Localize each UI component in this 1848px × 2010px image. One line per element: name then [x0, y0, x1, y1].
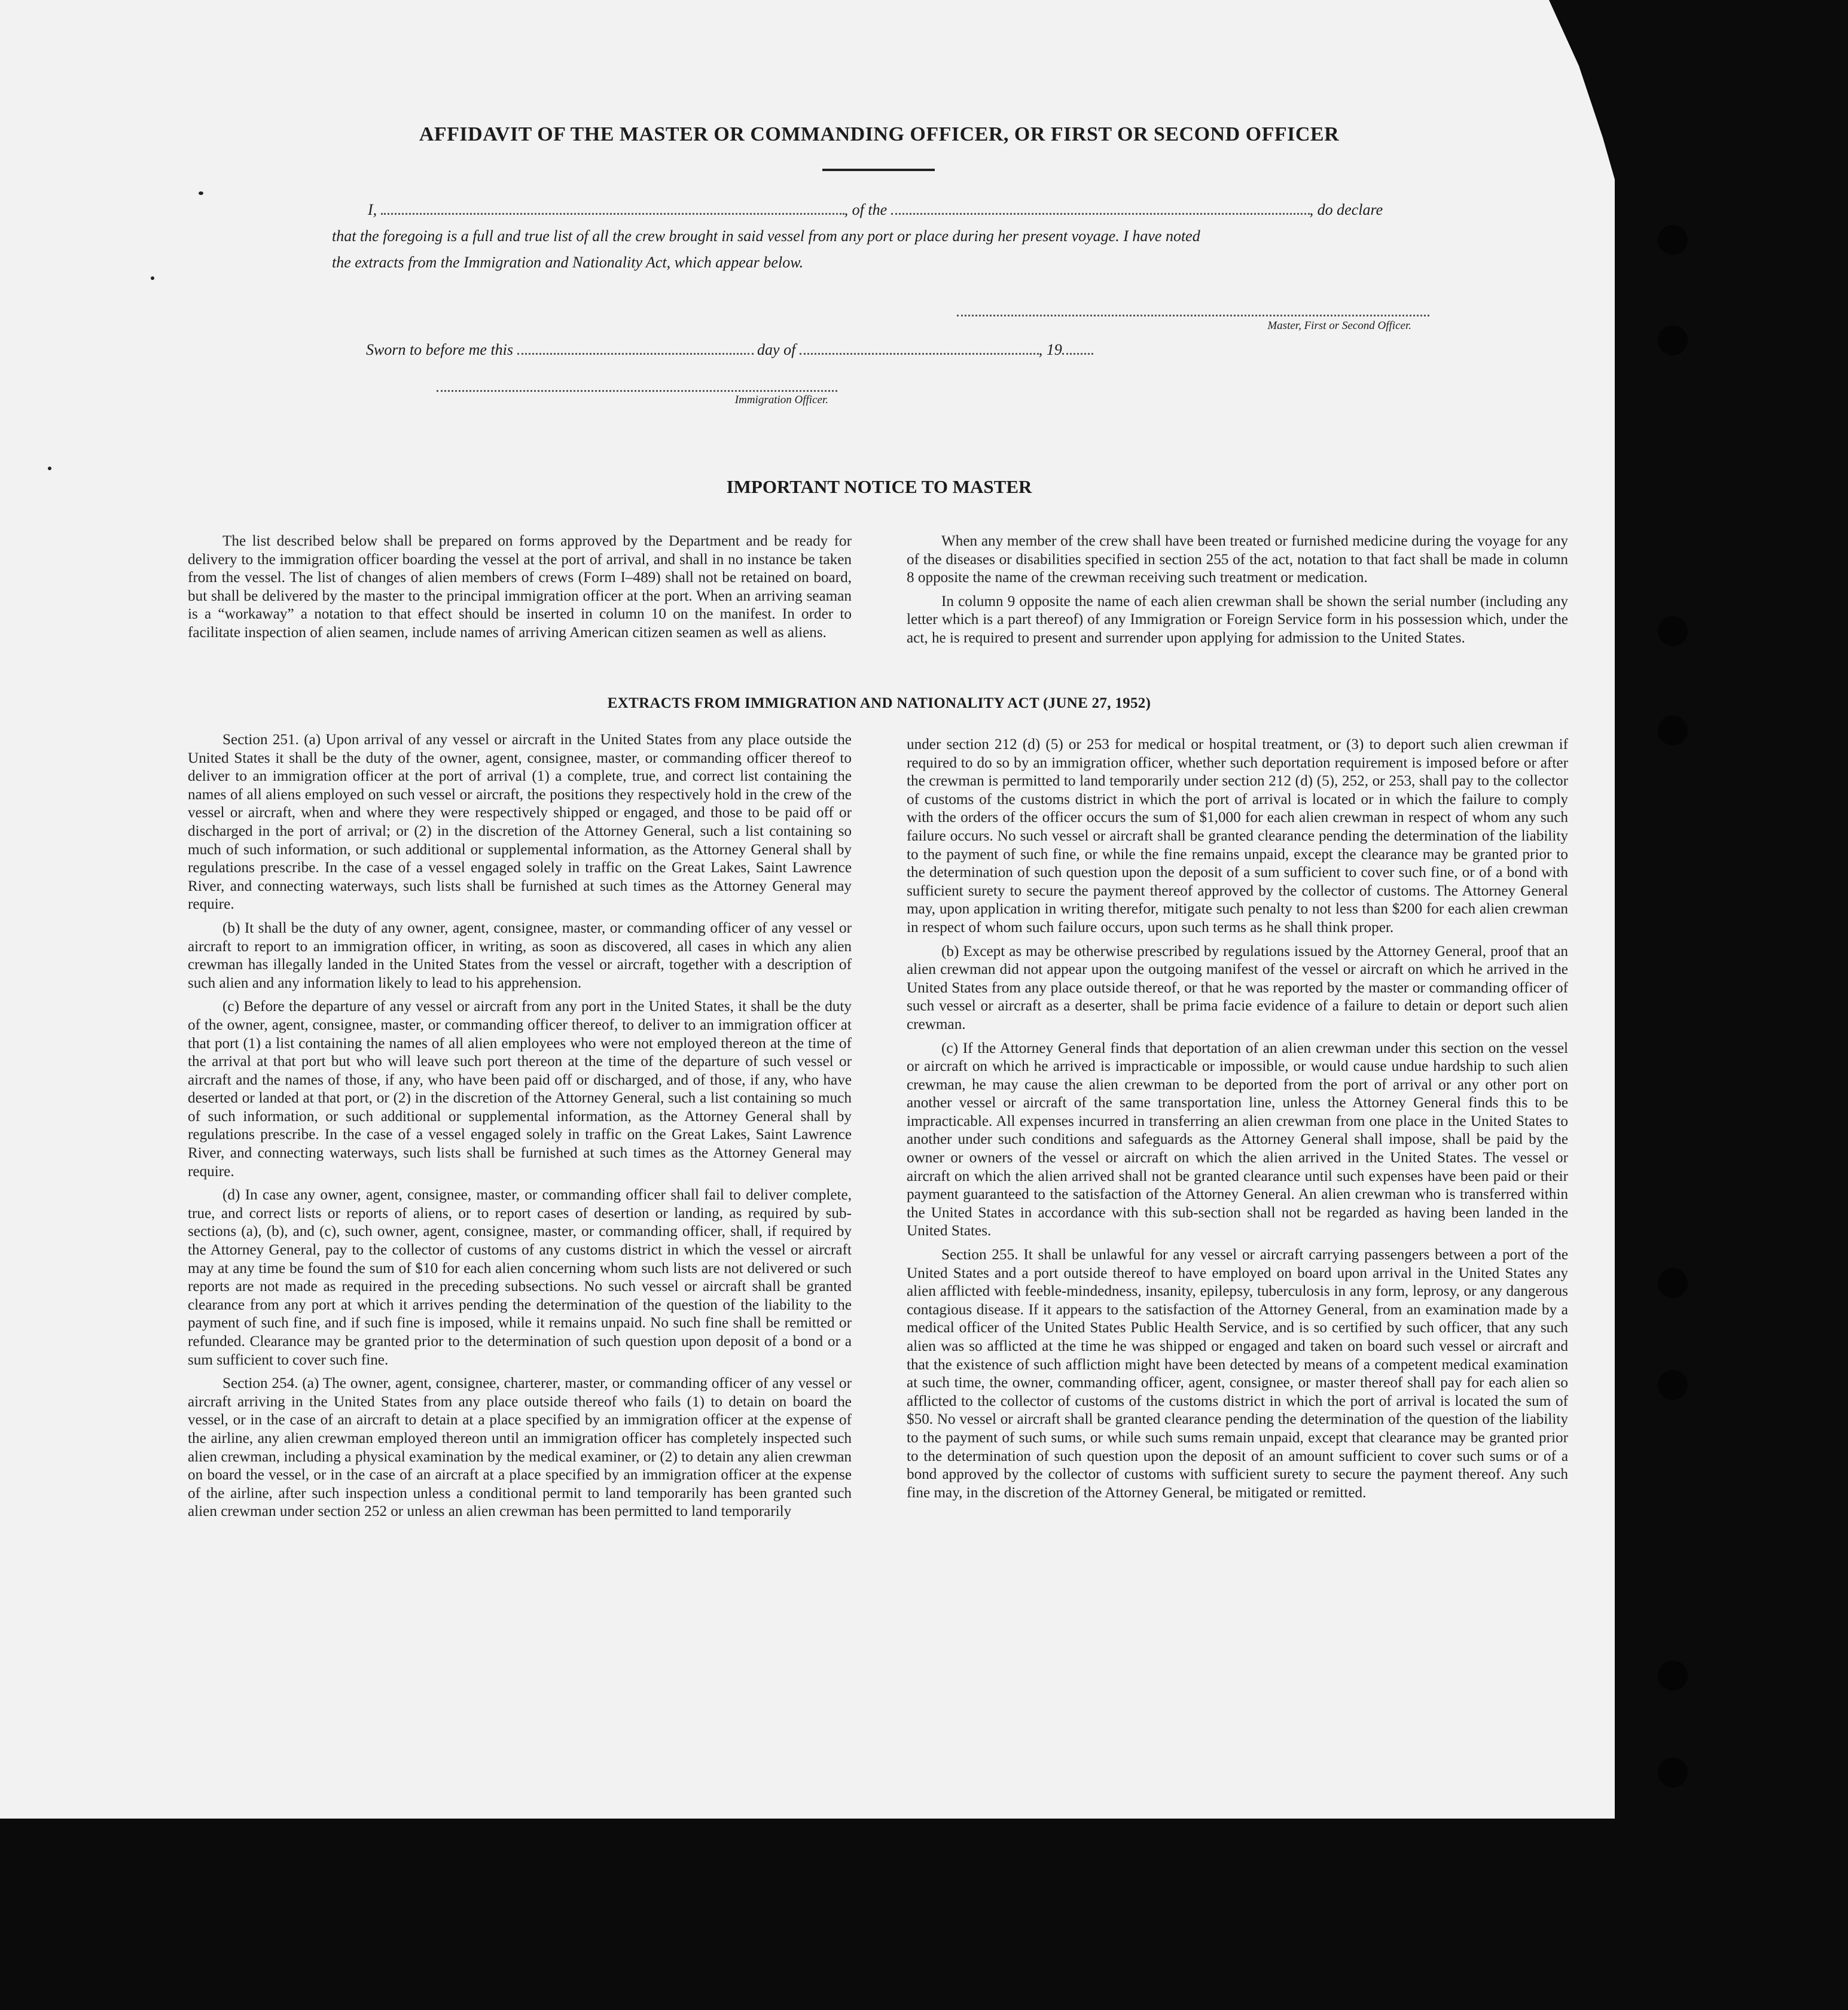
notice-paragraph: The list described below shall be prepared on forms approved by the Department and be ready for delivery to the immigration officer boarding the vessel at the port of arrival, and shall in no instance be taken from the vessel. The list of changes of alien members of crews (Form I–489) shall not be retained on board, but shall be delivered by the master to the principal immigration officer at the port. When an arriving seaman is a “workaway” a notation to that effect should be inserted in column 10 on the manifest. In order to facilitate inspection of alien seamen, include names of arriving American citizen seamen as well as aliens.	[188, 533, 852, 641]
name-blank[interactable]	[381, 213, 844, 215]
punch-hole	[1658, 1661, 1688, 1691]
punch-hole	[1658, 225, 1688, 255]
notice-title: IMPORTANT NOTICE TO MASTER	[726, 476, 1032, 497]
stray-mark	[151, 276, 154, 280]
stray-mark	[48, 467, 51, 470]
master-caption: Master, First or Second Officer.	[1267, 319, 1411, 332]
extracts-title: EXTRACTS FROM IMMIGRATION AND NATIONALITY ACT (JUNE 27, 1952)	[607, 695, 1151, 711]
sworn-month-blank[interactable]	[800, 353, 1039, 355]
extracts-right-column	[907, 736, 1568, 1502]
vessel-blank[interactable]	[891, 213, 1310, 215]
section-251-d: (d) In case any owner, agent, consignee, master, or commanding officer shall fail to deliver complete, true, and correct lists or reports of aliens, or to report cases of desertion or landing, as required by sub-sections (a), (b), and (c), such owner, agent, consignee, master, or commanding officer, shall, if required by the Attorney General, pay to the collector of customs of any customs district in which the vessel or aircraft may at any time be found the sum of $10 for each alien concerning whom such lists are not delivered or such reports are not made as required in the preceding subsections. No such vessel or aircraft shall be granted clearance from any port at which it arrives pending the determination of the question of the liability to the payment of such fine, and if such fine is imposed, while it remains unpaid. No such fine shall be remitted or refunded. Clearance may be granted prior to the determination of such question upon deposit of a bond or a sum sufficient to cover such fine.	[188, 1187, 852, 1368]
master-signature-line[interactable]	[957, 315, 1429, 316]
of-the-label: , of the	[844, 201, 888, 218]
section-251-b: (b) It shall be the duty of any owner, agent, consignee, master, or commanding officer of any vessel or aircraft to report to an immigration officer, in writing, as soon as discovered, all cases in which any alien crewman has illegally landed in the United States from the vessel or aircraft, together with a description of such alien and any information likely to lead to his apprehension.	[188, 919, 852, 991]
affidavit-title: AFFIDAVIT OF THE MASTER OR COMMANDING OFFICER, OR FIRST OR SECOND OFFICER	[419, 123, 1340, 145]
section-255: Section 255. It shall be unlawful for any vessel or aircraft carrying passengers between a port of the United States and a port outside thereof to have employed on board upon arrival in the United States any alien afflicted with feeble-mindedness, insanity, epilepsy, tuberculosis in any form, leprosy, or any dangerous contagious disease. If it appears to the satisfaction of the Attorney General, from an examination made by a medical officer of the United States Public Health Service, and is so certified by such officer, that any such alien was so afflicted at the time he was shipped or engaged and taken on board such vessel or aircraft and that the existence of such affliction might have been detected by means of a competent medical examination at such time, the owner, commanding officer, agent, consignee, or master thereof shall pay for each alien so afflicted to the collector of customs of the customs district in which the port of arrival is located the sum of $50. No vessel or aircraft shall be granted clearance pending the determination of the question of the liability to the payment of such sums, or while such sums remain unpaid, except that clearance may be granted prior to the determination of such question upon the deposit of an amount sufficient to cover such sums or of a bond approved by the collector of customs with sufficient surety to secure the payment thereof. Any such fine may, in the discretion of the Attorney General, be mitigated or remitted.	[907, 1247, 1568, 1501]
declaration-line-2: that the foregoing is a full and true list of all the crew brought in said vessel from any port or place during her present voyage. I have noted	[332, 227, 1200, 245]
sworn-year-blank[interactable]	[1062, 353, 1093, 355]
notice-paragraph: When any member of the crew shall have been treated or furnished medicine during the voyage for any of the diseases or disabilities specified in section 255 of the act, notation to that fact shall be made in column 8 opposite the name of the crewman receiving such treatment or medication.	[907, 533, 1568, 586]
officer-caption: Immigration Officer.	[734, 394, 828, 406]
punch-hole	[1658, 715, 1688, 745]
section-254-b: (b) Except as may be otherwise prescribed by regulations issued by the Attorney General, proof that an alien crewman did not appear upon the outgoing manifest of the vessel or aircraft on which he arrived in the United States from any place outside thereof, or that he was reported by the master or commanding officer of such vessel or aircraft as a deserter, shall be prima facie evidence of a failure to detain or deport such alien crewman.	[907, 943, 1568, 1033]
punch-hole	[1658, 325, 1688, 355]
punch-hole	[1658, 1268, 1688, 1298]
officer-signature-line[interactable]	[437, 390, 837, 392]
declaration-line-3: the extracts from the Immigration and Nationality Act, which appear below.	[332, 254, 804, 271]
declaration-line-1	[368, 197, 1426, 223]
stray-mark	[199, 191, 203, 195]
day-of-label: day of	[757, 341, 796, 358]
punch-hole	[1658, 616, 1688, 646]
sworn-day-blank[interactable]	[517, 353, 754, 355]
section-254-a-continued: under section 212 (d) (5) or 253 for medical or hospital treatment, or (3) to deport such alien crewman if required to do so by an immigration officer, whether such deportation requirement is imposed before or after the crewman is permitted to land temporarily under section 212 (d) (5), 252, or 253, shall pay to the collector of customs of the customs district in which the port of arrival is located or in which the failure to comply with the orders of the officer occurs the sum of $1,000 for each alien crewman in respect of whom any such failure occurs. No such vessel or aircraft shall be granted clearance pending the determination of the liability to the payment of such fine, or while the fine remains unpaid, except the clearance may be granted prior to the determination of such question upon the deposit of a sum sufficient to cover such fine, or of a bond with sufficient surety to secure the payment thereof approved by the collector of customs. The Attorney General may, upon application in writing therefor, mitigate such penalty to not less than $200 for each alien crewman in respect of whom such failure occurs, upon such terms as he shall think proper.	[907, 736, 1568, 936]
section-251-c: (c) Before the departure of any vessel or aircraft from any port in the United States, it shall be the duty of the owner, agent, consignee, master, or commanding officer thereof, to deliver to an immigration officer at that port (1) a list containing the names of all alien employees who were not employed thereon at the time of the arrival at that port but who will leave such port thereon at the time of the departure of such vessel or aircraft and the names of those, if any, who have been paid off or discharged, and of those, if any, who have deserted or landed at that port, or (2) in the discretion of the Attorney General, such a list containing so much of such information, or such additional or supplemental information, as the Attorney General shall by regulations prescribe. In the case of a vessel engaged solely in traffic on the Great Lakes, Saint Lawrence River, and connecting waterways, such lists shall be furnished at such times as the Attorney General may require.	[188, 998, 852, 1180]
section-254-c: (c) If the Attorney General finds that deportation of an alien crewman under this section on the vessel or aircraft on which he arrived is impracticable or impossible, or would cause undue hardship to such alien crewman, he may cause the alien crewman to be deported from the port of arrival or any other port on another vessel or aircraft of the same transportation line, unless the Attorney General finds this to be impracticable. All expenses incurred in transferring an alien crewman from one place in the United States to another under such conditions and safeguards as the Attorney General shall impose, shall be paid by the owner or owners of the vessel or aircraft on which the alien arrived in the United States. The vessel or aircraft on which the alien arrived shall not be granted clearance until such expenses have been paid or their payment guaranteed to the satisfaction of the Attorney General. An alien crewman who is transferred within the United States in accordance with this sub-section shall not be regarded as having been landed in the United States.	[907, 1040, 1568, 1240]
sworn-line	[366, 337, 1203, 363]
sworn-label: Sworn to before me this	[366, 341, 514, 358]
year-label: , 19	[1038, 341, 1062, 358]
do-declare-label: , do declare	[1309, 201, 1383, 218]
section-251-a: Section 251. (a) Upon arrival of any vessel or aircraft in the United States from any place outside the United States it shall be the duty of the owner, agent, consignee, master, or commanding officer thereof to deliver to an immigration officer at the port of arrival (1) a complete, true, and correct list containing the names of all aliens employed on such vessel or aircraft, the positions they respectively hold in the crew of the vessel or aircraft, when and where they were respectively shipped or engaged, and those to be paid off or discharged in the port of arrival; or (2) in the discretion of the Attorney General, such a list containing so much of such information, or such additional or supplemental information, as the Attorney General shall by regulations prescribe. In the case of a vessel engaged solely in traffic on the Great Lakes, Saint Lawrence River, and connecting waterways, such lists shall be furnished at such times as the Attorney General may require.	[188, 732, 852, 913]
i-label: I,	[368, 201, 377, 218]
punch-hole	[1658, 1758, 1688, 1787]
title-rule	[822, 169, 935, 171]
notice-paragraph: In column 9 opposite the name of each alien crewman shall be shown the serial number (including any letter which is a part thereof) of any Immigration or Foreign Service form in his possession which, under the act, he is required to present and surrender upon applying for admission to the United States.	[907, 593, 1568, 646]
extracts-left-column	[188, 731, 852, 1521]
notice-left-column	[188, 532, 852, 642]
punch-hole	[1658, 1370, 1688, 1400]
section-254-a: Section 254. (a) The owner, agent, consignee, charterer, master, or commanding officer of any vessel or aircraft arriving in the United States from any place outside thereof who fails (1) to detain on board the vessel, or in the case of an aircraft to detain at a place specified by an immigration officer at the expense of the airline, any alien crewman employed thereon until an immigration officer has completely inspected such alien crewman, including a physical examination by the medical examiner, or (2) to detain any alien crewman on board the vessel, or in the case of an aircraft at a place specified by an immigration officer at the expense of the airline, after such inspection unless a conditional permit to land temporarily has been granted such alien crewman under section 252 or unless an alien crewman has been permitted to land temporarily	[188, 1375, 852, 1520]
notice-right-column	[907, 532, 1568, 648]
